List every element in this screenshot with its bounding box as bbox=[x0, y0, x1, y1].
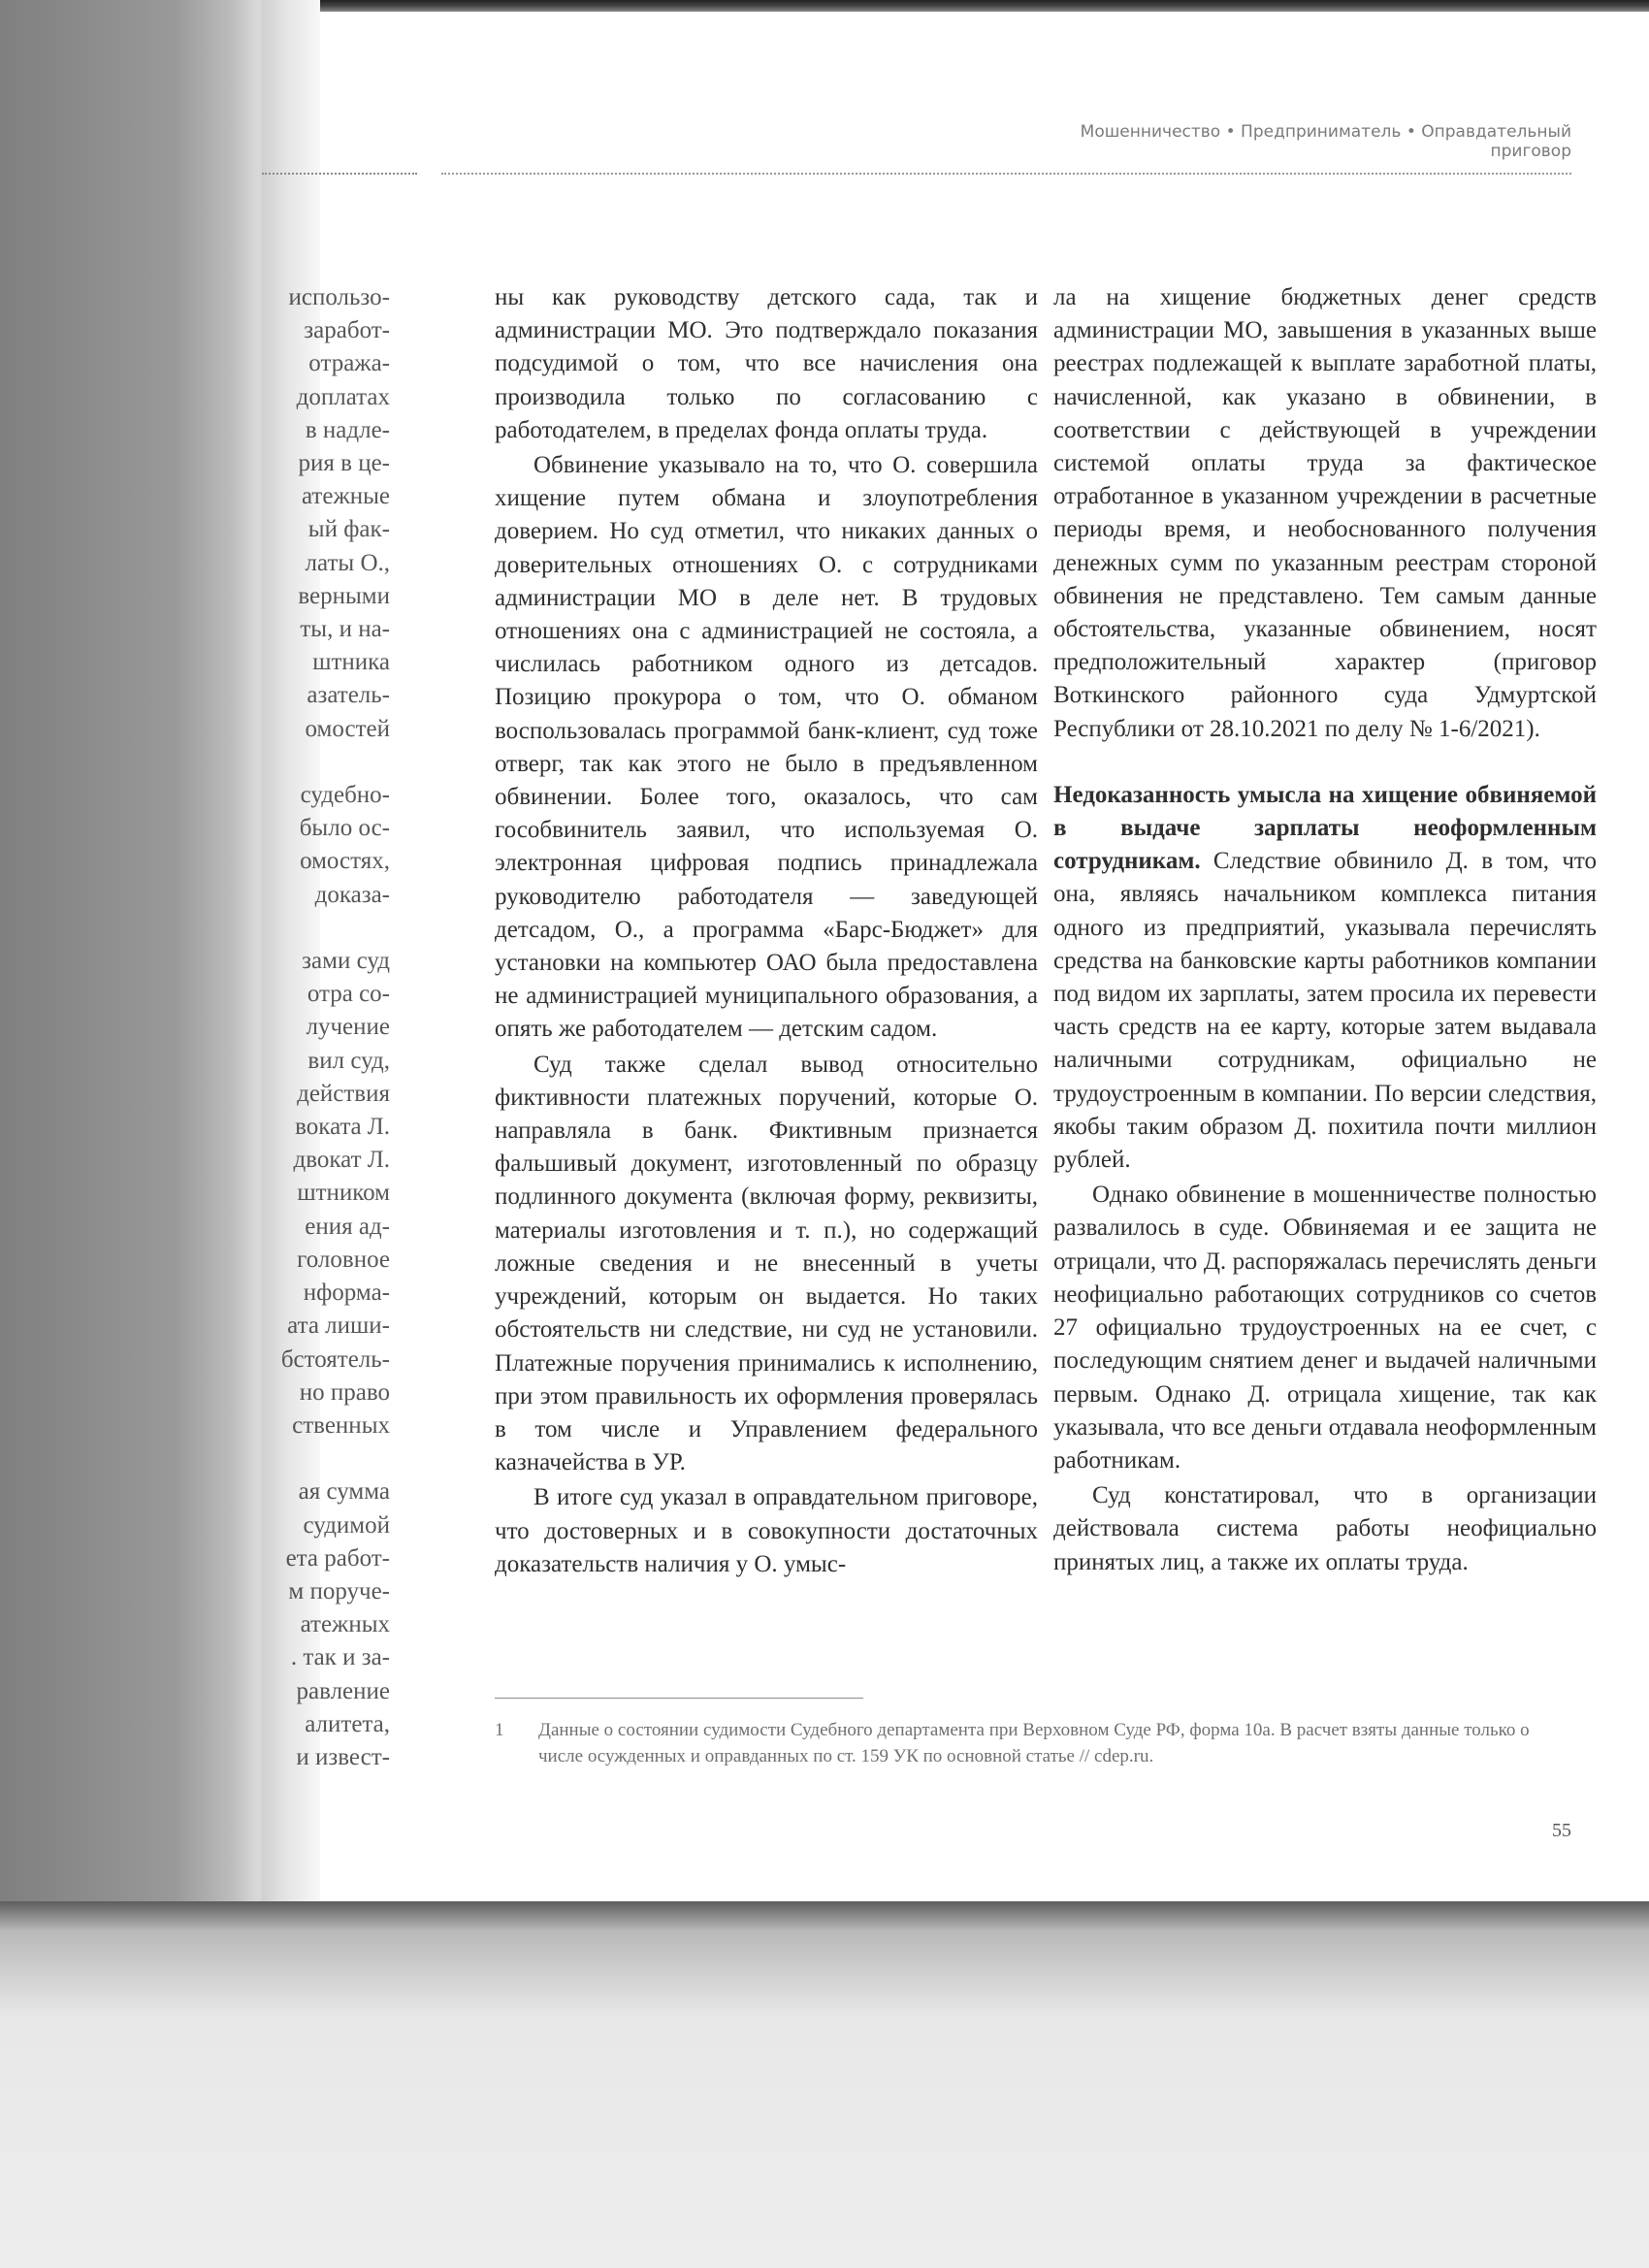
footnote-text: Данные о состоянии судимости Судебного департамента при Верховном Суде РФ, форма 10а. В расчет взяты данные только о числе осужденных и оправданных по ст. 159 УК по основной статье // cdep.ru. bbox=[538, 1720, 1530, 1766]
left-page-line: ственных bbox=[292, 1411, 390, 1439]
text-column-left bbox=[495, 281, 1038, 1581]
left-page-line: отража- bbox=[308, 350, 390, 377]
left-page-line bbox=[254, 746, 390, 779]
left-page-line: судебно- bbox=[300, 782, 390, 809]
page-number: 55 bbox=[1552, 1820, 1571, 1841]
paragraph: ла на хищение бюджетных денег средств администрации МО, завышения в указанных выше реестрах подлежащей к выплате заработной платы, начисленной, как указано в обвинении, в соответствии с действующей в учреждении системой оплаты труда за фактическое отработанное в указанном учреждении в расчетные периоды время, и необоснованного получения денежных сумм по указанным реестрам стороной обвинения не представлено. Тем самым данные обстоятельства, указанные обвинением, носят предположительный характер (приговор Воткинского районного суда Удмуртской Республики от 28.10.2021 по делу № 1-6/2021). bbox=[1053, 284, 1597, 742]
left-page-line: вил суд, bbox=[307, 1047, 390, 1074]
section-paragraph bbox=[1053, 779, 1597, 1177]
paragraph: Обвинение указывало на то, что О. совершила хищение путем обмана и злоупотребления доверием. Но суд отметил, что никаких данных о доверительных отношениях О. с сотрудниками администрации МО в деле нет. В трудовых отношениях она с администрацией не состояла, а числилась работником одного из детсадов. Позицию прокурора о том, что О. обманом воспользовалась программой банк-клиент, суд тоже отверг, так как этого не было в предъявленном обвинении. Более того, оказалось, что сам гособвинитель заявил, что используемая О. электронная цифровая подпись принадлежала руководителю работодателя — заведующей детсадом, О., а программа «Барс-Бюджет» для установки на компьютер ОАО была предоставлена не администрацией муниципального образования, а опять же работодателем — детским садом. bbox=[495, 452, 1038, 1043]
left-page-line: штником bbox=[297, 1180, 390, 1207]
left-page-line: омостях, bbox=[300, 848, 390, 875]
left-page-line: ения ад- bbox=[305, 1213, 390, 1240]
left-page-line: равление bbox=[296, 1677, 390, 1704]
left-page-line bbox=[254, 912, 390, 945]
left-page-line: было ос- bbox=[299, 815, 390, 842]
header-dotted-rule bbox=[441, 173, 1571, 175]
left-page-line: рия в це- bbox=[298, 450, 390, 477]
left-page-line: омостей bbox=[305, 715, 390, 742]
footnote-number: 1 bbox=[495, 1720, 504, 1740]
left-page-line: отра со- bbox=[307, 981, 390, 1008]
left-page-line: ета работ- bbox=[285, 1544, 390, 1571]
left-page-line: атежные bbox=[301, 483, 390, 510]
left-page-line: нформа- bbox=[303, 1280, 390, 1307]
left-page-shadow bbox=[0, 0, 291, 1901]
left-page-text-fragments bbox=[254, 281, 390, 1774]
left-page-line: лучение bbox=[306, 1014, 390, 1041]
left-page-line: ата лиши- bbox=[287, 1312, 390, 1340]
scan-bottom-background bbox=[0, 1901, 1649, 2268]
left-page-line: доплатах bbox=[296, 383, 390, 410]
left-page-line: верными bbox=[298, 582, 390, 609]
paragraph: Суд также сделал вывод относительно фиктивности платежных поручений, которые О. направляла в банк. Фиктивным признается фальшивый документ, изготовленный по образцу подлинного документа (включая форму, реквизиты, материалы изготовления и т. п.), но содержащий ложные сведения и не внесенный в учеты учреждений, которым он выдается. Но таких обстоятельств ни следствие, ни суд не установили. Платежные поручения принимались к исполнению, при этом правильность их оформления проверялась в том числе и Управлением федерального казначейства в УР. bbox=[495, 1051, 1038, 1476]
left-page-line: судимой bbox=[303, 1511, 390, 1539]
left-page-line: латы О., bbox=[305, 549, 390, 576]
left-page-line: алитета, bbox=[305, 1710, 390, 1737]
left-page-line: зами суд bbox=[302, 948, 390, 975]
left-page-line: но право bbox=[299, 1378, 390, 1406]
left-page-line: двокат Л. bbox=[293, 1147, 390, 1174]
left-page-line: использо- bbox=[288, 284, 390, 310]
left-page-line: м поруче- bbox=[288, 1577, 390, 1604]
left-page-line: головное bbox=[297, 1246, 390, 1273]
left-page-line: штника bbox=[312, 649, 390, 676]
paragraph: Однако обвинение в мошенничестве полностью развалилось в суде. Обвиняемая и ее защита не отрицали, что Д. распоряжалась перечислять деньги неофициально работающих сотрудников со счетов 27 официально трудоустроенных на ее счет, с последующим снятием денег и выдачей наличными первым. Однако Д. отрицала хищение, так как указывала, что все деньги отдавала неоформленным работникам. bbox=[1053, 1182, 1597, 1474]
paragraph: Суд констатировал, что в организации действовала система работы неофициально принятых лиц, а также их оплаты труда. bbox=[1053, 1482, 1597, 1575]
left-page-line: ый фак- bbox=[307, 516, 390, 543]
paragraph: ны как руководству детского сада, так и администрации МО. Это подтверждало показания подсудимой о том, что все начисления она производила только по согласованию с работодателем, в пределах фонда оплаты труда. bbox=[495, 284, 1038, 443]
left-page-line: доказа- bbox=[314, 881, 390, 908]
left-page-line: и извест- bbox=[296, 1743, 390, 1770]
left-page-line: заработ- bbox=[304, 317, 390, 344]
left-page-line: . так и за- bbox=[290, 1644, 390, 1671]
left-page-header-rule bbox=[262, 173, 417, 175]
running-header: Мошенничество • Предприниматель • Оправдательный приговор bbox=[1080, 122, 1571, 161]
left-page-line bbox=[254, 1442, 390, 1475]
left-page-line: ая сумма bbox=[298, 1478, 390, 1506]
paragraph: В итоге суд указал в оправдательном приговоре, что достоверных и в совокупности достаточных доказательств наличия у О. умыс- bbox=[495, 1484, 1038, 1577]
left-page-line: вокатa Л. bbox=[295, 1114, 390, 1141]
section-heading: Недоказанность умысла на хищение обвиняемой в выдаче зарплаты неоформленным сотрудникам. bbox=[1053, 781, 1597, 875]
left-page-line: азатель- bbox=[307, 682, 390, 709]
left-page-line: действия bbox=[297, 1080, 390, 1107]
left-page-line: в надле- bbox=[305, 416, 390, 443]
section-body: Следствие обвинило Д. в том, что она, являясь начальником комплекса питания одного из предприятий, указывала перечислять средства на банковские карты работников компании под видом их зарплаты, затем просила их перевести часть средств на ее карту, которые затем выдавала наличными сотрудникам, официально не трудоустроенным в компании. По версии следствия, якобы таким образом Д. похитила почти миллион рублей. bbox=[1053, 848, 1597, 1174]
left-page-line: бстоятель- bbox=[280, 1345, 390, 1373]
left-page-line: атежных bbox=[300, 1611, 390, 1638]
footnote-rule bbox=[495, 1698, 863, 1699]
left-page-line: ты, и на- bbox=[300, 616, 390, 643]
text-column-right bbox=[1053, 281, 1597, 1579]
